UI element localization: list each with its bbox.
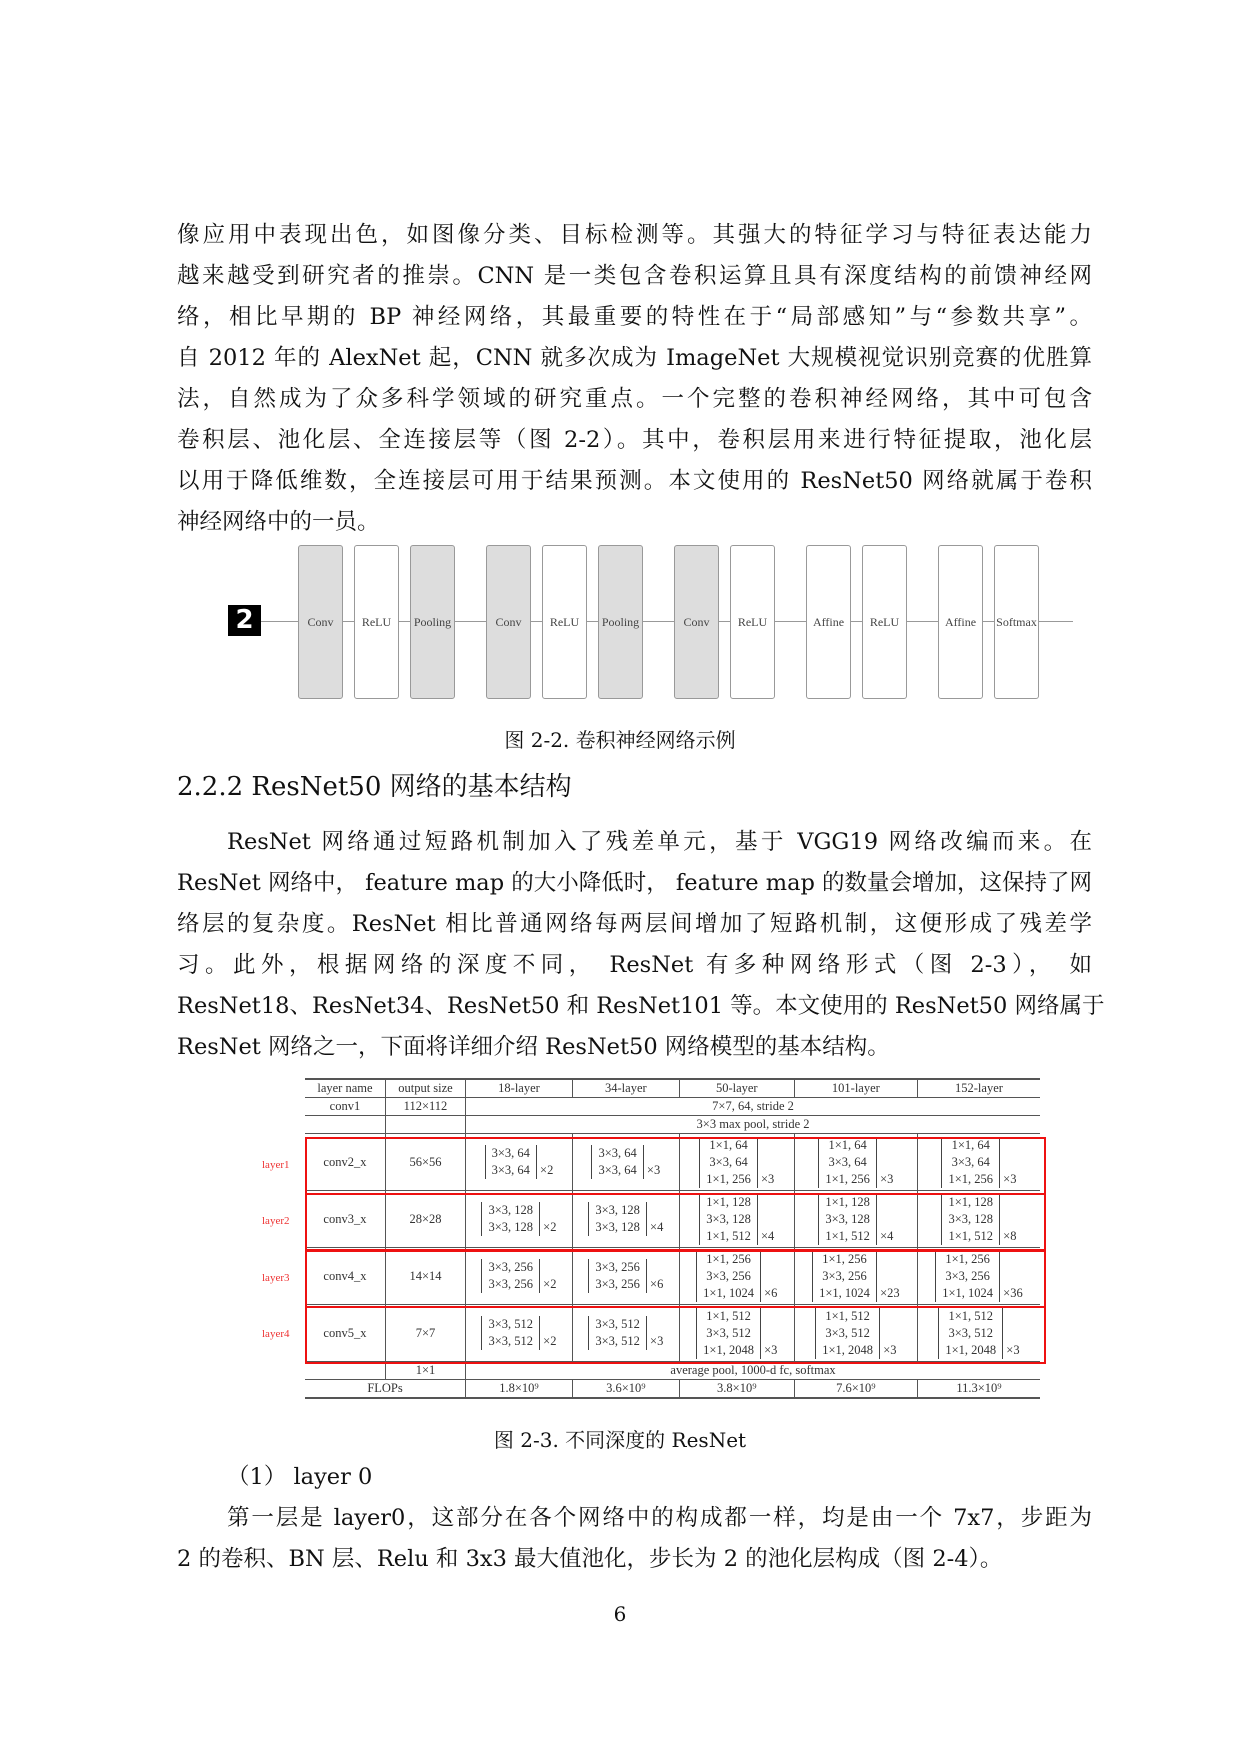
text-line: 法，自然成为了众多科学领域的研究重点。一个完整的卷积神经网络，其中可包含 (177, 386, 1092, 412)
cell-line: 1×1, 64 (951, 1137, 990, 1152)
cell-line: 1×1, 256 (945, 1251, 990, 1266)
cell-line: 3×3, 128 (595, 1220, 640, 1234)
layer-highlight-box (305, 1137, 1046, 1195)
layer-label: layer3 (262, 1272, 290, 1284)
table-row: conv4_x 14×14 3×3, 256 3×3, 256 ×2 3×3, 256 3×3, 256 ×6 1×1, 256 3×3, 256 1×1, 1024 ×6 1×1, 256 3×3, 256 1×1, 1024 ×23 1×1, 256 3×3, 256 1×1, 1024 ×36 (305, 1248, 1040, 1305)
arrow (587, 621, 598, 622)
table-cell: 56×56 (385, 1134, 465, 1191)
table-cell: conv5_x (323, 1325, 367, 1340)
table-cell: conv2_x (323, 1154, 367, 1169)
layer-block: Conv (298, 545, 343, 699)
cell-line: 3×3, 128 (595, 1203, 640, 1217)
cnn-diagram (225, 545, 1085, 701)
layer-highlight-box (305, 1306, 1046, 1364)
arrow (531, 621, 542, 622)
arrow (719, 621, 730, 622)
cell-line: 3×3, 64 (598, 1146, 637, 1160)
table-cell: 7×7 (385, 1305, 465, 1362)
layer-label: layer2 (262, 1215, 290, 1227)
table-cell: conv4_x (323, 1268, 367, 1283)
text-line: 以用于降低维数，全连接层可用于结果预测。本文使用的 ResNet50 网络就属于卷积 (177, 468, 1092, 494)
table-cell: layer name (317, 1081, 373, 1095)
cell-line: 1×1, 1024 (819, 1285, 870, 1300)
text-line: ResNet 网络中， feature map 的大小降低时， feature map 的数量会增加，这保持了网 (177, 870, 1093, 896)
cell-line: 1×1, 512 (706, 1308, 751, 1323)
cell-line: 3×3, 64 (491, 1146, 530, 1160)
table-row (305, 1098, 1040, 1116)
table-cell: 14×14 (385, 1248, 465, 1305)
cell-line: 3×3, 128 (488, 1220, 534, 1234)
table-cell: FLOPs (367, 1381, 403, 1395)
text-line: 卷积层、池化层、全连接层等（图 2-2）。其中，卷积层用来进行特征提取，池化层 (177, 427, 1092, 453)
cell-line: 3×3, 512 (488, 1334, 534, 1348)
layer-block: ReLU (542, 545, 587, 699)
table-cell: 7.6×10⁹ (794, 1380, 917, 1399)
text-line: ResNet 网络通过短路机制加入了残差单元，基于 VGG19 网络改编而来。在 (227, 829, 1092, 855)
cell-line: 3×3, 512 (825, 1325, 870, 1340)
arrow (1039, 621, 1073, 622)
section-heading: 2.2.2 ResNet50 网络的基本结构 (177, 772, 572, 802)
paragraph-cnn-intro (177, 215, 1092, 543)
arrow (455, 621, 486, 622)
table-row (305, 1362, 1040, 1380)
cell-line: 1×1, 512 (948, 1228, 994, 1243)
cell-line: 1×1, 512 (825, 1228, 870, 1243)
layer-block: Conv (674, 545, 719, 699)
table-cell: 152-layer (917, 1079, 1040, 1098)
layer-block: ReLU (862, 545, 907, 699)
table-cell: 3.8×10⁹ (679, 1380, 794, 1399)
cell-line: 3×3, 256 (595, 1277, 640, 1291)
table-row: conv2_x 56×56 3×3, 64 3×3, 64 ×2 3×3, 64 3×3, 64 ×3 1×1, 64 3×3, 64 1×1, 256 ×3 1×1, 64 3×3, 64 1×1, 256 ×3 1×1, 64 3×3, 64 1×1, 256 ×3 (305, 1134, 1040, 1191)
layer-highlight-box (305, 1193, 1046, 1251)
cell-line: 3×3, 128 (825, 1211, 870, 1226)
table-cell: conv3_x (323, 1211, 367, 1226)
cell-line: 1×1, 128 (825, 1194, 870, 1209)
cell-line: 3×3, 64 (598, 1163, 637, 1177)
cell-line: 1×1, 256 (825, 1171, 870, 1186)
table-cell: 18-layer (466, 1079, 573, 1098)
layer-block: Affine (806, 545, 851, 699)
cell-line: 3×3, 256 (822, 1268, 867, 1283)
cell-line: 3×3, 512 (948, 1325, 994, 1340)
table-cell: conv1 (329, 1099, 361, 1113)
cell-line: 1×1, 2048 (822, 1342, 874, 1357)
layer-block: Pooling (598, 545, 643, 699)
arrow (851, 621, 862, 622)
layer-block: ReLU (730, 545, 775, 699)
table-cell: 50-layer (679, 1079, 794, 1098)
cell-line: 3×3, 512 (488, 1317, 534, 1331)
table-cell: 3×3 max pool, stride 2 (466, 1116, 1040, 1134)
table-cell: 28×28 (385, 1191, 465, 1248)
arrow (907, 621, 938, 622)
table-row-flops (305, 1380, 1040, 1399)
table-row: conv5_x 7×7 3×3, 512 3×3, 512 ×2 3×3, 512 3×3, 512 ×3 1×1, 512 3×3, 512 1×1, 2048 ×3 1×1, 512 3×3, 512 1×1, 2048 ×3 1×1, 512 3×3, 512 1×1, 2048 ×3 (305, 1305, 1040, 1362)
text-line: 络，相比早期的 BP 神经网络，其最重要的特性在于“局部感知”与“参数共享”。 (177, 304, 1092, 330)
layer-label: layer4 (262, 1328, 290, 1340)
cell-line: 1×1, 512 (706, 1228, 751, 1243)
page-number: 6 (613, 1602, 627, 1626)
table-cell: 11.3×10⁹ (917, 1380, 1040, 1399)
cell-line: 1×1, 512 (948, 1308, 994, 1323)
arrow (775, 621, 806, 622)
list-item-layer0: （1） layer 0 (227, 1464, 373, 1490)
text-line: 习。此外，根据网络的深度不同， ResNet 有多种网络形式（图 2-3）， 如 (177, 952, 1092, 978)
cell-line: 3×3, 256 (706, 1268, 751, 1283)
cell-line: 3×3, 512 (706, 1325, 751, 1340)
layer-block: Pooling (410, 545, 455, 699)
text-line: 神经网络中的一员。 (177, 509, 380, 535)
cell-line: 3×3, 512 (595, 1334, 640, 1348)
layer-block: ReLU (354, 545, 399, 699)
cell-line: 1×1, 256 (822, 1251, 867, 1266)
text-line: 络层的复杂度。ResNet 相比普通网络每两层间增加了短路机制，这便形成了残差学 (177, 911, 1092, 937)
arrow (983, 621, 994, 622)
table-cell: 34-layer (572, 1079, 679, 1098)
text-line: 第一层是 layer0，这部分在各个网络中的构成都一样，均是由一个 7x7，步距为 (227, 1505, 1092, 1531)
cell-line: 3×3, 128 (706, 1211, 751, 1226)
arrow (643, 621, 674, 622)
cell-line: 3×3, 64 (951, 1154, 990, 1169)
table-row (305, 1116, 1040, 1134)
cell-line: 1×1, 128 (948, 1194, 994, 1209)
cell-line: 3×3, 512 (595, 1317, 640, 1331)
cell-line: 3×3, 64 (709, 1154, 748, 1169)
arrow (343, 621, 354, 622)
table-row: conv3_x 28×28 3×3, 128 3×3, 128 ×2 3×3, 128 3×3, 128 ×4 1×1, 128 3×3, 128 1×1, 512 ×4 1×1, 128 3×3, 128 1×1, 512 ×4 1×1, 128 3×3, 128 1×1, 512 ×8 (305, 1191, 1040, 1248)
cell-line: 1×1, 1024 (942, 1285, 994, 1300)
table-cell: output size (385, 1079, 465, 1098)
figure-caption-2-2: 图 2-2. 卷积神经网络示例 (504, 728, 736, 752)
arrow (399, 621, 410, 622)
table-cell: average pool, 1000-d fc, softmax (466, 1362, 1040, 1380)
layer-block: Conv (486, 545, 531, 699)
cell-line: 3×3, 256 (488, 1260, 534, 1274)
cell-line: 3×3, 256 (595, 1260, 640, 1274)
text-line: 自 2012 年的 AlexNet 起，CNN 就多次成为 ImageNet 大规模视觉识别竞赛的优胜算 (177, 345, 1092, 371)
cell-line: 1×1, 1024 (703, 1285, 754, 1300)
cell-line: 1×1, 2048 (703, 1342, 754, 1357)
table-cell: 7×7, 64, stride 2 (466, 1098, 1040, 1116)
paragraph-resnet (177, 822, 1105, 1068)
cell-line: 1×1, 256 (948, 1171, 994, 1186)
text-line: ResNet 网络之一，下面将详细介绍 ResNet50 网络模型的基本结构。 (177, 1034, 890, 1060)
table-cell: 3.6×10⁹ (572, 1380, 679, 1399)
table-cell: 112×112 (385, 1098, 465, 1116)
layer-highlight-box (305, 1250, 1046, 1308)
text-line: 2 的卷积、BN 层、Relu 和 3x3 最大值池化，步长为 2 的池化层构成（图 2-4）。 (177, 1546, 1003, 1572)
text-line: 越来越受到研究者的推崇。CNN 是一类包含卷积运算且具有深度结构的前馈神经网 (177, 263, 1092, 289)
cell-line: 1×1, 2048 (945, 1342, 997, 1357)
paragraph-layer0 (177, 1498, 1092, 1580)
table-cell: 1.8×10⁹ (466, 1380, 573, 1399)
input-digit-image: 2 (228, 605, 261, 636)
cell-line: 1×1, 64 (709, 1137, 748, 1152)
cell-line: 3×3, 256 (488, 1277, 534, 1291)
figure-caption-2-3: 图 2-3. 不同深度的 ResNet (493, 1428, 747, 1452)
cell-line: 3×3, 128 (948, 1211, 994, 1226)
cell-line: 3×3, 256 (945, 1268, 990, 1283)
cell-line: 3×3, 64 (828, 1154, 867, 1169)
arrow (261, 621, 298, 622)
table-cell: 101-layer (794, 1079, 917, 1098)
cell-line: 1×1, 256 (706, 1171, 751, 1186)
text-line: 像应用中表现出色，如图像分类、目标检测等。其强大的特征学习与特征表达能力 (177, 222, 1092, 248)
layer-label: layer1 (262, 1159, 290, 1171)
cell-line: 1×1, 128 (706, 1194, 751, 1209)
cell-line: 1×1, 512 (825, 1308, 870, 1323)
table-cell: 1×1 (385, 1362, 465, 1380)
table-header-row (305, 1079, 1040, 1098)
cell-line: 1×1, 256 (706, 1251, 751, 1266)
layer-block: Affine (938, 545, 983, 699)
cell-line: 3×3, 64 (491, 1163, 530, 1177)
text-line: ResNet18、ResNet34、ResNet50 和 ResNet101 等。本文使用的 ResNet50 网络属于 (177, 993, 1105, 1019)
cell-line: 1×1, 64 (828, 1137, 867, 1152)
cell-line: 3×3, 128 (488, 1203, 534, 1217)
layer-block: Softmax (994, 545, 1039, 699)
